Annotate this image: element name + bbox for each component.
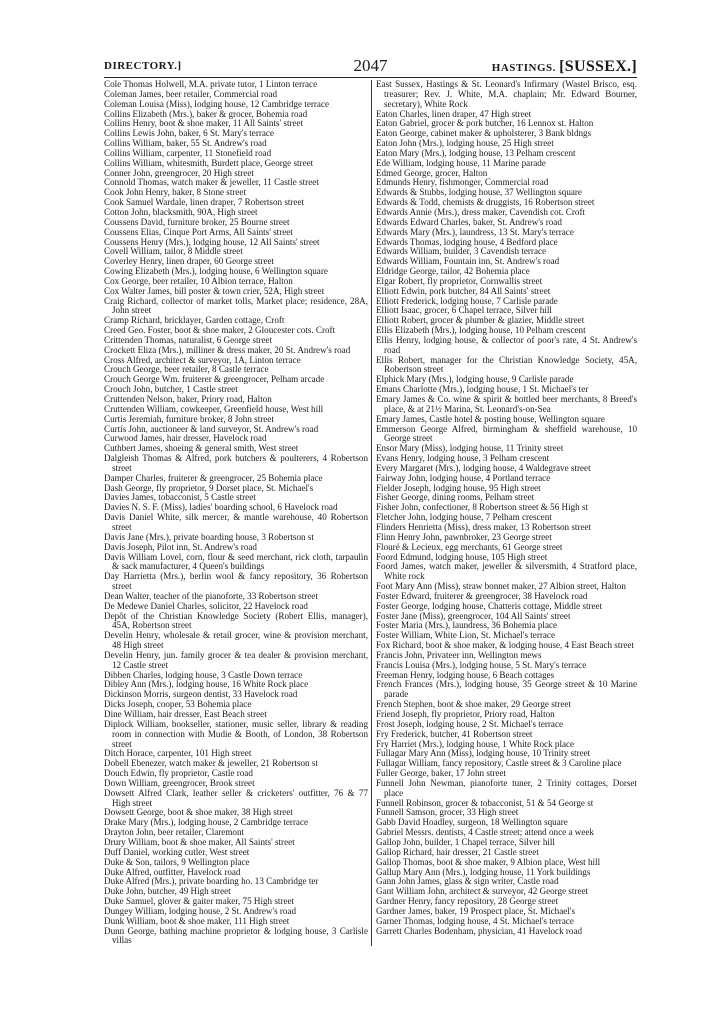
directory-entry: Dicks Joseph, cooper, 53 Bohemia place [104,699,252,710]
directory-entry: Drury William, boot & shoe maker, All Saints' street [104,836,295,847]
directory-entry: Fisher George, dining rooms, Pelham street [376,492,535,503]
left-column [104,80,371,946]
directory-entry: Cowing Elizabeth (Mrs.), lodging house, 6 Wellington square [104,266,328,277]
directory-entry: Dean Walter, teacher of the pianoforte, 33 Robertson street [104,590,318,601]
directory-entry: Dowsett George, boot & shoe maker, 38 High street [104,807,293,818]
directory-entry: Drayton John, beer retailer, Claremont [104,827,245,838]
directory-entry: Ede William, lodging house, 11 Marine parade [376,157,546,168]
directory-entry: Curtis John, auctioneer & land surveyor, St. Andrew's road [104,423,319,434]
directory-entry: Cruttenden William, cowkeeper, Greenfield house, West hill [104,403,324,414]
directory-entry: Connold Thomas, watch maker & jeweller, 11 Castle street [104,177,319,188]
directory-entry: Coussens Henry (Mrs.), lodging house, 12 All Saints' street [104,236,320,247]
directory-entry: Ensor Mary (Miss), lodging house, 11 Trinity street [376,443,564,454]
directory-entry: Fullagar Mary Ann (Miss), lodging house, 10 Trinity street [376,748,591,759]
directory-entry: Edwards & Todd, chemists & druggists, 16 Robertson street [376,197,595,208]
directory-entry: Crouch George, beer retailer, 8 Castle terrace [104,364,269,375]
directory-entry: Dunk William, boot & shoe maker, 111 High street [104,915,290,926]
directory-entry: Eaton Mary (Mrs.), lodging house, 13 Pelham crescent [376,147,576,158]
directory-entry: Duke John, butcher, 49 High street [104,886,231,897]
directory-entry: Crouch George Wm. fruiterer & greengrocer, Pelham arcade [104,374,325,385]
directory-entry: Gardner James, baker, 19 Prospect place, St. Michael's [376,905,576,916]
directory-entry: Dash George, fly proprietor, 9 Dorset place, St. Michael's [104,482,314,493]
directory-entry: De Medewe Daniel Charles, solicitor, 22 Havelock road [104,600,308,611]
directory-entry: Duke Alfred (Mrs.), private boarding ho. 13 Cambridge ter [104,876,319,887]
directory-entry: Gabriel Messrs. dentists, 4 Castle street; attend once a week [376,827,594,838]
directory-entry: Eldridge George, tailor, 42 Bohemia place [376,266,530,277]
directory-entry: Covell William, tailor, 8 Middle street [104,246,243,257]
directory-entry: Creed Geo. Foster, boot & shoe maker, 2 Gloucester cots. Croft [104,325,336,336]
directory-entry: Edwards William, builder, 3 Cavendish terrace [376,246,547,257]
directory-entry: Fielder Joseph, lodging house, 95 High street [376,482,541,493]
directory-entry: Elliott Robert, grocer & plumber & glazier, Middle street [376,315,585,326]
directory-entry: Edmed George, grocer, Halton [376,167,488,178]
directory-entry: Collins Lewis John, baker, 6 St. Mary's terrace [104,128,274,139]
directory-entry: Fletcher John, lodging house, 7 Pelham crescent [376,512,552,523]
directory-entry: Gallop John, builder, 1 Chapel terrace, Silver hill [376,836,555,847]
directory-entry: Coverley Henry, linen draper, 60 George street [104,256,275,267]
directory-entry: Cox George, beer retailer, 10 Albion terrace, Halton [104,275,293,286]
directory-entry: Edwards & Stubbs, lodging house, 37 Wellington square [376,187,582,198]
directory-entry: Duke Samuel, glover & gaiter maker, 75 High street [104,896,295,907]
directory-entry: Gardner Henry, fancy repository, 28 George street [376,896,558,907]
directory-entry: Friend Joseph, fly proprietor, Priory road, Halton [376,709,555,719]
directory-entry: Fisher John, confectioner, 8 Robertson street & 56 High st [376,502,589,513]
directory-entry: Elliott Isaac, grocer, 6 Chapel terrace, Silver hill [376,305,552,316]
directory-entry: Edwards Edward Charles, baker, St. Andrew's road [376,216,562,227]
directory-entry: Funnell John Newman, pianoforte tuner, 2 Trinity cottages, Dorset place [376,777,637,798]
directory-entry: Edwards Annie (Mrs.), dress maker, Cavendish cot. Croft [376,206,586,217]
directory-entry: Down William, greengrocer, Brook street [104,777,255,788]
directory-entry: Duke & Son, tailors, 9 Wellington place [104,856,250,867]
directory-entry: Dickinson Morris, surgeon dentist, 33 Havelock road [104,689,298,700]
directory-entry: Cook John Henry, baker, 8 Stone street [104,187,246,198]
directory-entry: Freeman Henry, lodging house, 6 Beach cottages [376,669,555,680]
directory-entry: Depôt of the Christian Knowledge Society (Robert Ellis, manager), 45A, Robertson street [104,610,368,631]
directory-entry: East Sussex, Hastings & St. Leonard's Infirmary (Wastel Brisco, esq. treasurer; Rev. J. White, M.A. chaplain; Mr. Edward Bourner, secretary), White Rock [376,79,637,109]
directory-entry: Davies James, tobacconist, 5 Castle street [104,492,256,503]
running-head [104,56,637,76]
header-rule [104,77,637,78]
directory-entry: Coleman James, beer retailer, Commercial road [104,88,278,99]
directory-entry: Fairway John, lodging house, 4 Portland terrace [376,472,551,483]
directory-entry: Douch Edwin, fly proprietor, Castle road [104,768,253,779]
directory-page [104,56,637,946]
directory-entry: Gallop Thomas, boot & shoe maker, 9 Albion place, West hill [376,856,601,867]
directory-entry: Develin Henry, jun. family grocer & tea dealer & provision merchant, 12 Castle street [104,649,368,670]
directory-entry: Francis John, Privateer inn, Wellington mews [376,649,542,660]
directory-entry: Foster William, White Lion, St. Michael's terrace [376,630,555,641]
directory-entry: Flouré & Lecieux, egg merchants, 61 George street [376,541,563,552]
directory-entry: Crittenden Thomas, naturalist, 6 George street [104,334,273,345]
directory-entry: Elliott Edwin, pork butcher, 84 All Saints' street [376,285,551,296]
directory-entry: Ellis Robert, manager for the Christian Knowledge Society, 45A, Robertson street [376,354,637,375]
directory-entry: Coussens David, furniture broker, 25 Bourne street [104,216,290,227]
directory-entry: Duke Alfred, outfitter, Havelock road [104,866,241,877]
directory-entry: Foot Mary Ann (Miss), straw bonnet maker, 27 Albion street, Halton [376,581,626,592]
directory-entry: Dine William, hair dresser, East Beach street [104,709,267,719]
directory-entry: French Stephen, boot & shoe maker, 29 George street [376,699,571,710]
directory-entry: Gallup Mary Ann (Mrs.), lodging house, 11 York buildings [376,866,591,877]
directory-entry: Foord James, watch maker, jeweller & silversmith, 4 Stratford place, White rock [376,561,637,582]
directory-entry: Dunn George, bathing machine proprietor & lodging house, 3 Carlisle villas [104,925,368,946]
directory-entry: Elphick Mary (Mrs.), lodging house, 9 Carlisle parade [376,374,574,385]
directory-entry: Davis Daniel White, silk mercer, & mantle warehouse, 40 Robertson street [104,512,368,532]
directory-entry: Dowsett Alfred Clark, leather seller & cricketers' outfitter, 76 & 77 High street [104,787,368,808]
directory-entry: Ellis Henry, lodging house, & collector of poor's rate, 4 St. Andrew's road [376,334,637,355]
directory-entry: Edmunds Henry, fishmonger, Commercial road [376,177,549,188]
directory-entry: Emans Charlotte (Mrs.), lodging house, 1 St. Michael's ter [376,384,589,395]
directory-entry: Cuthbert James, shoeing & general smith, West street [104,443,299,454]
directory-entry: Emary James, Castle hotel & posting house, Wellington square [376,413,605,424]
directory-entry: Ellis Elizabeth (Mrs.), lodging house, 10 Pelham crescent [376,325,586,336]
directory-entry: Collins Henry, boot & shoe maker, 11 All Saints' street [104,118,304,129]
directory-entry: Foster George, lodging house, Chatteris cottage, Middle street [376,600,603,611]
directory-entry: Duff Daniel, working cutler, West street [104,846,250,857]
directory-entry: Emmerson George Alfred, birmingham & sheffield warehouse, 10 George street [376,423,637,444]
directory-entry: Eaton John (Mrs.), lodging house, 25 High street [376,138,554,149]
directory-entry: Foord Edmund, lodging house, 105 High street [376,551,548,562]
directory-entry: Fry Frederick, butcher, 41 Robertson street [376,728,533,739]
directory-entry: Davis Joseph, Pilot inn, St. Andrew's road [104,541,257,552]
directory-entry: Curwood James, hair dresser, Havelock road [104,433,267,444]
directory-entry: Fox Richard, boot & shoe maker, & lodging house, 4 East Beach street [376,640,634,651]
directory-entry: Dibben Charles, lodging house, 3 Castle Down terrace [104,669,303,680]
directory-entry: Cole Thomas Holwell, M.A. private tutor, 1 Linton terrace [104,79,318,89]
directory-entry: Every Margaret (Mrs.), lodging house, 4 Waldegrave street [376,462,591,473]
directory-entry: Edwards William, Fountain inn, St. Andrew's road [376,256,560,267]
directory-entry: Fry Harriet (Mrs.), lodging house, 1 White Rock place [376,738,575,749]
directory-entry: Dalgleish Thomas & Alfred, pork butchers & poulterers, 4 Robertson street [104,453,368,473]
directory-entry: Garner Thomas, lodging house, 4 St. Michael's terrace [376,915,574,926]
directory-entry: Cross Alfred, architect & surveyor, 1A, Linton terrace [104,354,301,365]
right-column [371,80,637,946]
directory-entry: Cox Walter James, bill poster & town crier, 52A, High street [104,285,325,296]
entry-columns [104,80,637,946]
directory-entry: Gallop Richard, hair dresser, 21 Castle street [376,846,539,857]
directory-entry: Davis Jane (Mrs.), private boarding house, 3 Robertson st [104,531,314,542]
running-head-left: DIRECTORY.] [104,60,182,72]
directory-entry: Emary James & Co. wine & spirit & bottled beer merchants, 8 Breed's place, & at 21½ Marina, St. Leonard's-on-Sea [376,394,637,414]
directory-entry: Davis William Lovel, corn, flour & seed merchant, rick cloth, tarpaulin & sack manufacturer, 4 Queen's buildings [104,551,368,572]
running-head-right [492,58,637,76]
directory-entry: Dibley Ann (Mrs.), lodging house, 16 White Rock place [104,679,309,690]
directory-entry: Develin Henry, wholesale & retail grocer, wine & provision merchant, 48 High street [104,630,368,651]
directory-entry: French Frances (Mrs.), lodging house, 35 George street & 10 Marine parade [376,679,637,700]
directory-entry: Elliott Frederick, lodging house, 7 Carlisle parade [376,295,558,306]
directory-entry: Frost Joseph, lodging house, 2 St. Michael's terrace [376,718,564,729]
directory-entry: Crockett Eliza (Mrs.), milliner & dress maker, 20 St. Andrew's road [104,344,351,355]
directory-entry: Gabb David Hoadley, surgeon, 18 Wellington square [376,817,568,828]
directory-entry: Diplock William, bookseller, stationer, music seller, library & reading room in connection with Mudie & Booth, of London, 38 Robertson street [104,718,368,749]
directory-entry: Evans Henry, lodging house, 3 Pelham crescent [376,453,550,464]
directory-entry: Flinders Henrietta (Miss), dress maker, 13 Robertson street [376,521,592,532]
directory-entry: Cotton John, blacksmith, 90A, High street [104,206,258,217]
page-number: 2047 [353,56,388,75]
directory-entry: Funnell Samson, grocer, 33 High street [376,807,519,818]
directory-entry: Dungey William, lodging house, 2 St. Andrew's road [104,905,297,916]
directory-entry: Conner John, greengrocer, 20 High street [104,167,254,178]
directory-entry: Ditch Horace, carpenter, 101 High street [104,748,252,759]
directory-entry: Coussens Elias, Cinque Port Arms, All Saints' street [104,226,293,237]
directory-entry: Francis Louisa (Mrs.), lodging house, 5 St. Mary's terrace [376,659,587,670]
directory-entry: Cook Samuel Wardale, linen draper, 7 Robertson street [104,197,305,208]
directory-entry: Foster Maria (Mrs.), laundress, 36 Bohemia place [376,620,558,631]
directory-entry: Collins William, baker, 55 St. Andrew's road [104,138,267,149]
directory-entry: Cramp Richard, bricklayer, Garden cottage, Croft [104,315,285,326]
directory-entry: Craig Richard, collector of market tolls, Market place; residence, 28A, John street [104,295,368,316]
directory-entry: Fullagar William, fancy repository, Castle street & 3 Caroline place [376,758,622,769]
directory-entry: Garrett Charles Bodenham, physician, 41 Havelock road [376,925,583,936]
directory-entry: Fuller George, baker, 17 John street [376,768,507,779]
directory-entry: Eaton Charles, linen draper, 47 High street [376,108,532,119]
directory-entry: Davies N. S. F. (Miss), ladies' boarding school, 6 Havelock road [104,502,338,513]
directory-entry: Damper Charles, fruiterer & greengrocer, 25 Bohemia place [104,472,323,483]
directory-entry: Gant William John, architect & surveyor, 42 George street [376,886,589,897]
directory-entry: Gann John James, glass & sign writer, Castle road [376,876,559,887]
directory-entry: Crouch John, butcher, 1 Castle street [104,384,238,395]
directory-entry: Edwards Thomas, lodging house, 4 Bedford place [376,236,558,247]
directory-entry: Day Harrietta (Mrs.), berlin wool & fancy repository, 36 Robertson street [104,571,368,592]
directory-entry: Edwards Mary (Mrs.), laundress, 13 St. Mary's terrace [376,226,574,237]
directory-entry: Collins William, whitesmith, Burdett place, George street [104,157,314,168]
directory-entry: Cruttenden Nelson, baker, Priory road, Halton [104,394,272,404]
directory-entry: Collins William, carpenter, 11 Stonefield road [104,147,272,158]
directory-entry: Drake Mary (Mrs.), lodging house, 2 Cambridge terrace [104,817,309,828]
directory-entry: Funnell Robinson, grocer & tobacconist, 51 & 54 George st [376,797,594,808]
directory-entry: Foster Jane (Miss), greengrocer, 104 All Saints' street [376,610,571,621]
directory-entry: Curtis Jeremiah, furniture broker, 8 John street [104,413,274,424]
directory-entry: Flinn Henry John, pawnbroker, 23 George street [376,531,552,542]
running-head-county: [SUSSEX.] [559,58,637,75]
directory-entry: Elgar Robert, fly proprietor, Cornwallis street [376,275,543,286]
directory-entry: Coleman Louisa (Miss), lodging house, 12 Cambridge terrace [104,98,330,109]
directory-entry: Dobell Ebenezer, watch maker & jeweller, 21 Robertson st [104,758,318,769]
running-head-town: HASTINGS. [491,62,556,74]
directory-entry: Eaton Gabriel, grocer & pork butcher, 16 Lennox st. Halton [376,118,594,129]
directory-entry: Eaton George, cabinet maker & upholsterer, 3 Bank bldngs [376,128,592,139]
directory-entry: Collins Elizabeth (Mrs.), baker & grocer, Bohemia road [104,108,308,119]
directory-entry: Foster Edward, fruiterer & greengrocer, 38 Havelock road [376,590,588,601]
